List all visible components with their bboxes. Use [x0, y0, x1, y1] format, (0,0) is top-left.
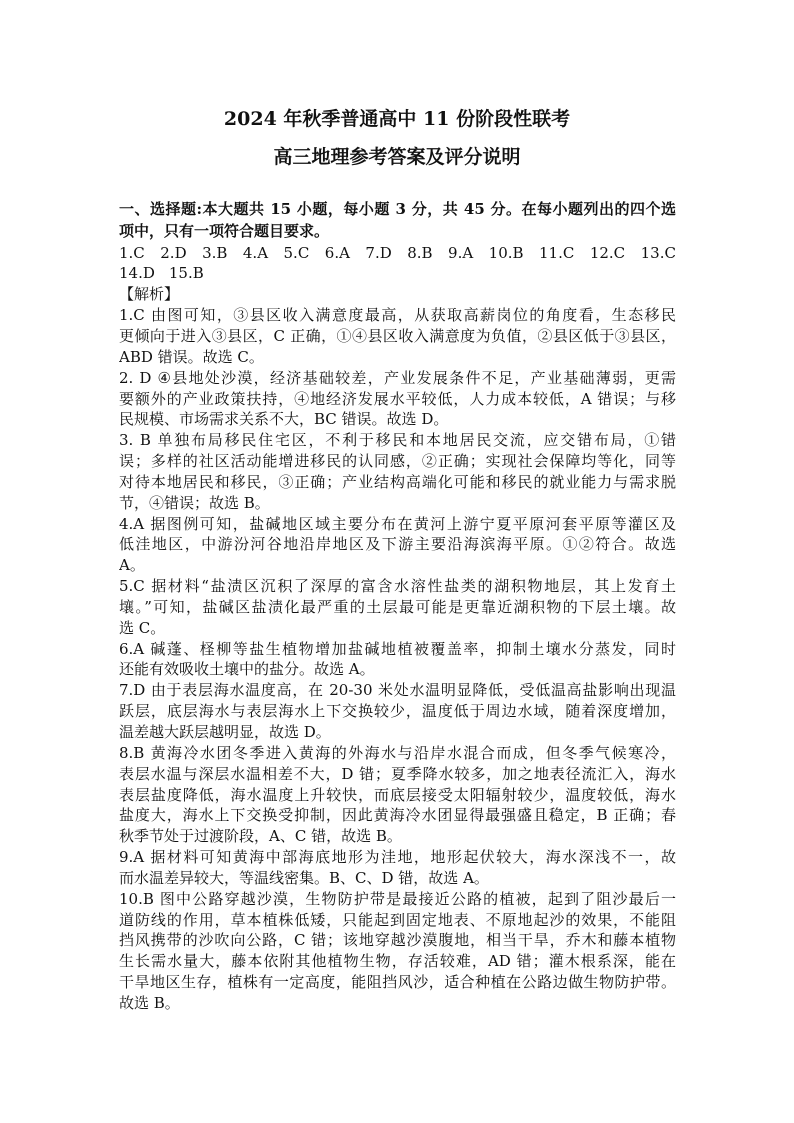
section-heading-line: 一、选择题:本大题共 15 小题，每小题 3 分，共 45 分。在每小题列出的四个选	[119, 200, 676, 218]
analysis-line: 更倾向于进入③县区，C 正确，①④县区收入满意度为负值，②县区低于③县区，	[119, 326, 676, 345]
analysis-label: 【解析】	[119, 285, 180, 304]
analysis-line: 生长需水量大，藤本依附其他植物生物，存活较难，AD 错；灌木根系深，能在	[119, 952, 676, 971]
answer-key-item: 8.B	[407, 243, 433, 262]
analysis-line: 故选 B。	[119, 993, 180, 1012]
analysis-line: 对待本地居民和移民，③正确；产业结构高端化可能和移民的就业能力与需求脱	[119, 472, 676, 491]
analysis-line: 3. B 单独布局移民住宅区，不利于移民和本地居民交流，应交错布局，①错	[119, 431, 676, 450]
analysis-line: 要额外的产业政策扶持，④地经济发展水平较低，人力成本较低，A 错误；与移	[119, 389, 676, 408]
answer-key-row	[119, 243, 676, 264]
analysis-line: 民规模、市场需求关系不大，BC 错误。故选 D。	[119, 410, 449, 429]
answer-key-item: 9.A	[448, 243, 474, 262]
exam-title: 2024 年秋季普通高中 11 份阶段性联考	[223, 108, 571, 130]
analysis-line: A。	[119, 556, 145, 575]
analysis-line: 误；多样的社区活动能增进移民的认同感，②正确；实现社会保障均等化，同等	[119, 452, 676, 471]
analysis-line: 低洼地区，中游汾河谷地沿岸地区及下游主要沿海滨海平原。①②符合。故选	[119, 535, 676, 554]
answer-key-item: 10.B	[488, 243, 524, 262]
analysis-line: 2. D ④县地处沙漠，经济基础较差，产业发展条件不足，产业基础薄弱，更需	[119, 368, 676, 387]
analysis-line: ABD 错误。故选 C。	[119, 347, 264, 366]
analysis-line: 温差越大跃层越明显，故选 D。	[119, 723, 331, 741]
answer-key-item: 7.D	[365, 243, 392, 262]
analysis-line: 7.D 由于表层海水温度高，在 20-30 米处水温明显降低，受低温高盐影响出现温	[119, 681, 676, 700]
analysis-line: 6.A 碱蓬、柽柳等盐生植物增加盐碱地植被覆盖率，抑制土壤水分蒸发，同时	[119, 639, 676, 658]
answer-body	[119, 243, 676, 1014]
analysis-line: 9.A 据材料可知黄海中部海底地形为洼地，地形起伏较大，海水深浅不一，故	[119, 848, 676, 867]
analysis-line: 壤。”可知，盐碱区盐渍化最严重的土层最可能是更靠近湖积物的下层土壤。故	[119, 597, 676, 616]
analysis-line: 表层水温与深层水温相差不大，D 错；夏季降水较多，加之地表径流汇入，海水	[119, 764, 676, 783]
answer-key-item: 1.C	[119, 243, 145, 262]
answer-key-row	[119, 263, 676, 284]
analysis-line: 挡风携带的沙吹向公路，C 错；该地穿越沙漠腹地，相当干旱，乔木和藤本植物	[119, 931, 676, 950]
analysis-paragraph	[119, 368, 676, 431]
answer-key-item: 15.B	[168, 264, 204, 283]
analysis-line: 选 C。	[119, 618, 166, 637]
analysis-line: 1.C 由图可知，③县区收入满意度最高，从获取高薪岗位的角度看，生态移民	[119, 306, 676, 325]
answer-key-item: 2.D	[160, 243, 187, 262]
section-heading-line: 项中，只有一项符合题目要求。	[119, 222, 330, 240]
analysis-paragraph	[119, 305, 676, 368]
answer-key-item: 12.C	[589, 243, 626, 262]
analysis-line: 干旱地区生存，植株有一定高度，能阻挡风沙，适合种植在公路边做生物防护带。	[119, 973, 676, 992]
analysis-line: 而水温差异较大，等温线密集。B、C、D 错，故选 A。	[119, 868, 489, 887]
analysis-paragraph	[119, 743, 676, 847]
analysis-line: 4.A 据图例可知，盐碱地区域主要分布在黄河上游宁夏平原河套平原等灌区及	[119, 514, 676, 533]
answer-key-item: 3.B	[202, 243, 228, 262]
analysis-line: 8.B 黄海冷水团冬季进入黄海的外海水与沿岸水混合而成，但冬季气候寒冷，	[119, 743, 676, 762]
answer-key-item: 5.C	[283, 243, 310, 262]
analysis-paragraph	[119, 430, 676, 513]
analysis-line: 跃层，底层海水与表层海水上下交换较少，温度低于周边水域，随着深度增加，	[119, 702, 676, 721]
section-heading	[119, 198, 676, 242]
analysis-line: 10.B 图中公路穿越沙漠，生物防护带是最接近公路的植被，起到了阻沙最后一	[119, 889, 676, 908]
analysis-line: 5.C 据材料“盐渍区沉积了深厚的富含水溶性盐类的湖积物地层，其上发育土	[119, 577, 676, 596]
analysis-paragraph	[119, 576, 676, 639]
analysis-paragraph	[119, 514, 676, 577]
answer-key-item: 4.A	[242, 243, 269, 262]
analysis-line: 秋季节处于过渡阶段，A、C 错，故选 B。	[119, 827, 402, 846]
analysis-line: 还能有效吸收土壤中的盐分。故选 A。	[119, 660, 375, 679]
answer-key-item: 11.C	[539, 243, 575, 262]
analysis-paragraph	[119, 889, 676, 1014]
analysis-line: 盐度大，海水上下交换受抑制，因此黄海冷水团显得最强盛且稳定，B 正确；春	[119, 806, 676, 825]
analysis-line: 道防线的作用，草本植株低矮，只能起到固定地表、不原地起沙的效果，不能阻	[119, 910, 676, 929]
analysis-list	[119, 305, 676, 1014]
answer-key-item: 13.C	[640, 243, 676, 262]
answer-key-title: 高三地理参考答案及评分说明	[273, 146, 521, 168]
answer-key-item: 14.D	[119, 264, 155, 283]
answer-key-item: 6.A	[324, 243, 350, 262]
analysis-line: 节，④错误；故选 B。	[119, 493, 270, 512]
analysis-paragraph	[119, 680, 676, 743]
analysis-paragraph	[119, 847, 676, 889]
analysis-paragraph	[119, 639, 676, 681]
analysis-line: 表层盐度降低，海水温度上升较快，而底层接受太阳辐射较少，温度较低，海水	[119, 785, 676, 804]
